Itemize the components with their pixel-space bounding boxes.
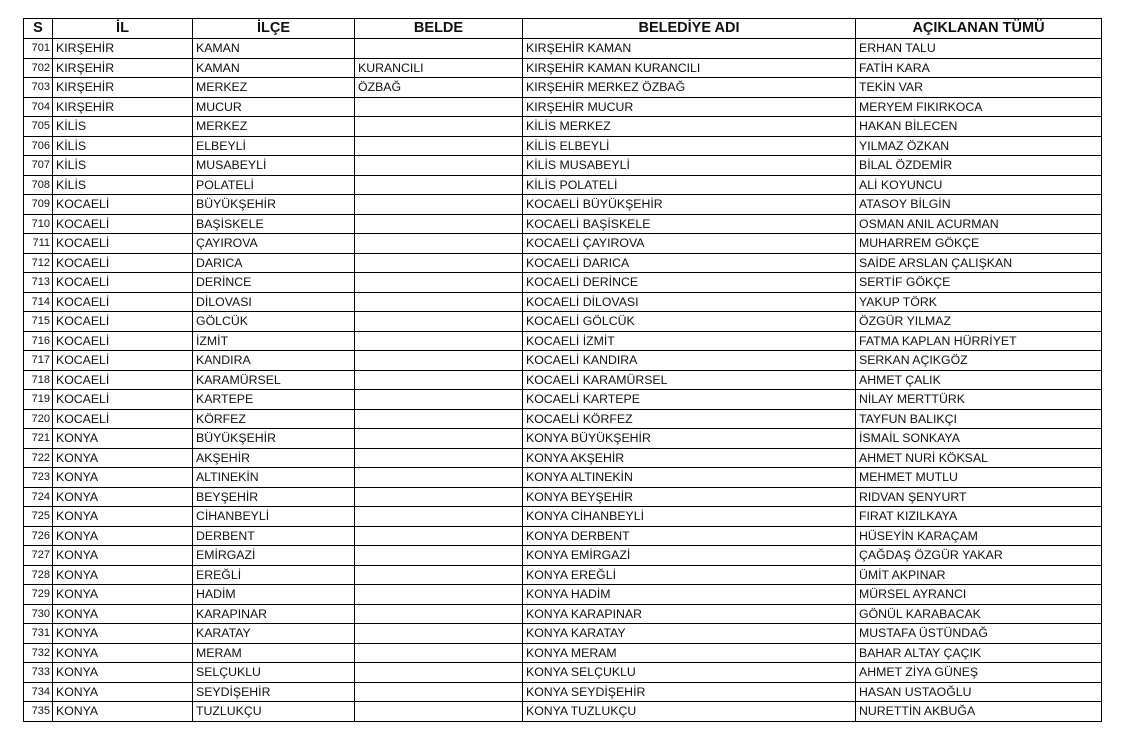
table-row [24, 448, 1102, 468]
table-row [24, 351, 1102, 371]
cell-sira: 706 [24, 136, 53, 156]
cell-aday: RIDVAN ŞENYURT [856, 487, 1102, 507]
cell-belediye-adi: KOCAELİ İZMİT [523, 331, 856, 351]
cell-belediye-adi: KIRŞEHİR MERKEZ ÖZBAĞ [523, 78, 856, 98]
cell-ilce: MUSABEYLİ [193, 156, 355, 176]
cell-sira: 714 [24, 292, 53, 312]
cell-belde: KURANCILI [355, 58, 523, 78]
cell-il: KONYA [53, 565, 193, 585]
cell-ilce: MERAM [193, 643, 355, 663]
cell-belde [355, 429, 523, 449]
cell-sira: 702 [24, 58, 53, 78]
cell-belde [355, 702, 523, 722]
cell-belde [355, 643, 523, 663]
table-row [24, 526, 1102, 546]
cell-il: KİLİS [53, 175, 193, 195]
cell-ilce: KARAPINAR [193, 604, 355, 624]
cell-belde [355, 351, 523, 371]
cell-aday: TEKİN VAR [856, 78, 1102, 98]
cell-ilce: MERKEZ [193, 117, 355, 137]
cell-aday: NİLAY MERTTÜRK [856, 390, 1102, 410]
cell-il: KOCAELİ [53, 234, 193, 254]
cell-aday: ÜMİT AKPINAR [856, 565, 1102, 585]
cell-aday: TAYFUN BALIKÇI [856, 409, 1102, 429]
cell-aday: YILMAZ ÖZKAN [856, 136, 1102, 156]
cell-aday: MEHMET MUTLU [856, 468, 1102, 488]
cell-ilce: DİLOVASI [193, 292, 355, 312]
cell-il: KOCAELİ [53, 351, 193, 371]
cell-sira: 713 [24, 273, 53, 293]
table-row [24, 409, 1102, 429]
cell-belediye-adi: KONYA KARAPINAR [523, 604, 856, 624]
cell-belediye-adi: KONYA BEYŞEHİR [523, 487, 856, 507]
cell-sira: 707 [24, 156, 53, 176]
table-row [24, 117, 1102, 137]
cell-ilce: BEYŞEHİR [193, 487, 355, 507]
cell-ilce: BÜYÜKŞEHİR [193, 195, 355, 215]
cell-ilce: DARICA [193, 253, 355, 273]
header-belediye-adi: BELEDİYE ADI [523, 19, 856, 39]
header-aciklanan-tumu: AÇIKLANAN TÜMÜ [856, 19, 1102, 39]
table-row [24, 234, 1102, 254]
cell-sira: 721 [24, 429, 53, 449]
cell-aday: SAİDE ARSLAN ÇALIŞKAN [856, 253, 1102, 273]
cell-aday: FIRAT KIZILKAYA [856, 507, 1102, 527]
cell-belde [355, 175, 523, 195]
cell-belediye-adi: KIRŞEHİR MUCUR [523, 97, 856, 117]
cell-belediye-adi: KONYA HADİM [523, 585, 856, 605]
cell-sira: 730 [24, 604, 53, 624]
cell-sira: 719 [24, 390, 53, 410]
cell-belde [355, 214, 523, 234]
cell-belde [355, 292, 523, 312]
cell-belde [355, 39, 523, 59]
cell-belediye-adi: KİLİS MERKEZ [523, 117, 856, 137]
cell-aday: YAKUP TÖRK [856, 292, 1102, 312]
cell-belde [355, 273, 523, 293]
cell-belediye-adi: KONYA EREĞLİ [523, 565, 856, 585]
table-row [24, 273, 1102, 293]
cell-sira: 725 [24, 507, 53, 527]
cell-belediye-adi: KONYA SEYDİŞEHİR [523, 682, 856, 702]
cell-il: KIRŞEHİR [53, 39, 193, 59]
cell-ilce: BAŞİSKELE [193, 214, 355, 234]
cell-sira: 703 [24, 78, 53, 98]
cell-il: KOCAELİ [53, 195, 193, 215]
cell-aday: AHMET NURİ KÖKSAL [856, 448, 1102, 468]
cell-belediye-adi: KOCAELİ BAŞİSKELE [523, 214, 856, 234]
cell-belediye-adi: KOCAELİ KARTEPE [523, 390, 856, 410]
cell-belde [355, 312, 523, 332]
cell-belediye-adi: KİLİS POLATELİ [523, 175, 856, 195]
cell-belde [355, 468, 523, 488]
cell-belediye-adi: KONYA MERAM [523, 643, 856, 663]
cell-ilce: POLATELİ [193, 175, 355, 195]
cell-ilce: MERKEZ [193, 78, 355, 98]
cell-belde: ÖZBAĞ [355, 78, 523, 98]
cell-aday: ALİ KOYUNCU [856, 175, 1102, 195]
cell-sira: 705 [24, 117, 53, 137]
cell-sira: 722 [24, 448, 53, 468]
cell-il: KOCAELİ [53, 390, 193, 410]
cell-il: KİLİS [53, 117, 193, 137]
cell-ilce: ALTINEKİN [193, 468, 355, 488]
header-ilce: İLÇE [193, 19, 355, 39]
cell-belediye-adi: KOCAELİ BÜYÜKŞEHİR [523, 195, 856, 215]
cell-aday: İSMAİL SONKAYA [856, 429, 1102, 449]
cell-sira: 732 [24, 643, 53, 663]
table-row [24, 604, 1102, 624]
table-body [24, 39, 1102, 722]
cell-belde [355, 390, 523, 410]
cell-ilce: İZMİT [193, 331, 355, 351]
cell-aday: ÇAĞDAŞ ÖZGÜR YAKAR [856, 546, 1102, 566]
table-row [24, 156, 1102, 176]
cell-sira: 715 [24, 312, 53, 332]
cell-ilce: SEYDİŞEHİR [193, 682, 355, 702]
cell-belediye-adi: KOCAELİ KARAMÜRSEL [523, 370, 856, 390]
results-table [23, 18, 1102, 722]
cell-belde [355, 97, 523, 117]
cell-belediye-adi: KOCAELİ GÖLCÜK [523, 312, 856, 332]
cell-sira: 724 [24, 487, 53, 507]
cell-il: KOCAELİ [53, 370, 193, 390]
cell-il: KONYA [53, 643, 193, 663]
cell-belde [355, 487, 523, 507]
cell-belde [355, 117, 523, 137]
cell-il: KOCAELİ [53, 253, 193, 273]
cell-sira: 733 [24, 663, 53, 683]
cell-belde [355, 585, 523, 605]
cell-aday: BAHAR ALTAY ÇAÇIK [856, 643, 1102, 663]
cell-il: KONYA [53, 546, 193, 566]
header-belde: BELDE [355, 19, 523, 39]
cell-ilce: KAMAN [193, 58, 355, 78]
cell-sira: 709 [24, 195, 53, 215]
cell-belde [355, 234, 523, 254]
cell-sira: 712 [24, 253, 53, 273]
table-row [24, 214, 1102, 234]
cell-sira: 729 [24, 585, 53, 605]
cell-belde [355, 136, 523, 156]
cell-il: KONYA [53, 448, 193, 468]
table-row [24, 175, 1102, 195]
table-row [24, 702, 1102, 722]
cell-belde [355, 526, 523, 546]
cell-belediye-adi: KONYA TUZLUKÇU [523, 702, 856, 722]
table-row [24, 39, 1102, 59]
table-row [24, 78, 1102, 98]
cell-ilce: KAMAN [193, 39, 355, 59]
cell-belde [355, 546, 523, 566]
cell-belediye-adi: KONYA CİHANBEYLİ [523, 507, 856, 527]
cell-ilce: MUCUR [193, 97, 355, 117]
cell-belediye-adi: KONYA KARATAY [523, 624, 856, 644]
cell-sira: 723 [24, 468, 53, 488]
cell-ilce: KARTEPE [193, 390, 355, 410]
cell-il: KIRŞEHİR [53, 78, 193, 98]
cell-belediye-adi: KONYA AKŞEHİR [523, 448, 856, 468]
table-row [24, 565, 1102, 585]
cell-aday: HÜSEYİN KARAÇAM [856, 526, 1102, 546]
cell-belediye-adi: KOCAELİ DİLOVASI [523, 292, 856, 312]
cell-ilce: KÖRFEZ [193, 409, 355, 429]
table-row [24, 663, 1102, 683]
cell-aday: FATİH KARA [856, 58, 1102, 78]
cell-il: KONYA [53, 682, 193, 702]
cell-belde [355, 507, 523, 527]
cell-aday: MUHARREM GÖKÇE [856, 234, 1102, 254]
cell-belediye-adi: KİLİS ELBEYLİ [523, 136, 856, 156]
cell-belde [355, 565, 523, 585]
table-row [24, 429, 1102, 449]
cell-il: KİLİS [53, 156, 193, 176]
cell-il: KONYA [53, 487, 193, 507]
cell-sira: 708 [24, 175, 53, 195]
cell-ilce: KANDIRA [193, 351, 355, 371]
cell-belde [355, 604, 523, 624]
cell-belde [355, 195, 523, 215]
table-row [24, 546, 1102, 566]
cell-sira: 734 [24, 682, 53, 702]
table-row [24, 253, 1102, 273]
cell-ilce: ELBEYLİ [193, 136, 355, 156]
cell-belediye-adi: KONYA ALTINEKİN [523, 468, 856, 488]
cell-belde [355, 253, 523, 273]
cell-ilce: ÇAYIROVA [193, 234, 355, 254]
cell-belde [355, 682, 523, 702]
header-il: İL [53, 19, 193, 39]
cell-ilce: EREĞLİ [193, 565, 355, 585]
cell-aday: AHMET ÇALIK [856, 370, 1102, 390]
cell-il: KONYA [53, 507, 193, 527]
cell-il: KOCAELİ [53, 214, 193, 234]
cell-belediye-adi: KIRŞEHİR KAMAN [523, 39, 856, 59]
cell-belde [355, 624, 523, 644]
cell-belde [355, 331, 523, 351]
cell-ilce: KARATAY [193, 624, 355, 644]
cell-aday: MERYEM FIKIRKOCA [856, 97, 1102, 117]
cell-belde [355, 409, 523, 429]
cell-il: KOCAELİ [53, 312, 193, 332]
table-row [24, 331, 1102, 351]
cell-sira: 726 [24, 526, 53, 546]
cell-ilce: BÜYÜKŞEHİR [193, 429, 355, 449]
cell-il: KONYA [53, 604, 193, 624]
cell-il: KIRŞEHİR [53, 97, 193, 117]
cell-il: KOCAELİ [53, 292, 193, 312]
cell-ilce: AKŞEHİR [193, 448, 355, 468]
cell-ilce: CİHANBEYLİ [193, 507, 355, 527]
cell-belediye-adi: KOCAELİ ÇAYIROVA [523, 234, 856, 254]
cell-belediye-adi: KOCAELİ DARICA [523, 253, 856, 273]
cell-il: KONYA [53, 663, 193, 683]
cell-aday: HASAN USTAOĞLU [856, 682, 1102, 702]
cell-sira: 727 [24, 546, 53, 566]
table-row [24, 507, 1102, 527]
cell-aday: AHMET ZİYA GÜNEŞ [856, 663, 1102, 683]
cell-aday: HAKAN BİLECEN [856, 117, 1102, 137]
table-row [24, 58, 1102, 78]
cell-aday: NURETTİN AKBUĞA [856, 702, 1102, 722]
cell-sira: 701 [24, 39, 53, 59]
cell-belde [355, 448, 523, 468]
cell-ilce: KARAMÜRSEL [193, 370, 355, 390]
table-row [24, 312, 1102, 332]
table-row [24, 682, 1102, 702]
cell-aday: FATMA KAPLAN HÜRRİYET [856, 331, 1102, 351]
cell-sira: 717 [24, 351, 53, 371]
table-row [24, 643, 1102, 663]
cell-aday: ÖZGÜR YILMAZ [856, 312, 1102, 332]
cell-belediye-adi: KONYA DERBENT [523, 526, 856, 546]
table-row [24, 136, 1102, 156]
cell-il: KONYA [53, 702, 193, 722]
cell-belde [355, 156, 523, 176]
cell-aday: OSMAN ANIL ACURMAN [856, 214, 1102, 234]
cell-belediye-adi: KİLİS MUSABEYLİ [523, 156, 856, 176]
cell-il: KOCAELİ [53, 409, 193, 429]
header-s: S [24, 19, 53, 39]
cell-il: KONYA [53, 585, 193, 605]
cell-belde [355, 370, 523, 390]
cell-aday: MUSTAFA ÜSTÜNDAĞ [856, 624, 1102, 644]
cell-ilce: DERBENT [193, 526, 355, 546]
cell-il: KONYA [53, 624, 193, 644]
cell-ilce: TUZLUKÇU [193, 702, 355, 722]
cell-ilce: HADİM [193, 585, 355, 605]
cell-belediye-adi: KOCAELİ KANDIRA [523, 351, 856, 371]
table-row [24, 370, 1102, 390]
cell-il: KONYA [53, 468, 193, 488]
table-row [24, 487, 1102, 507]
cell-aday: SERKAN AÇIKGÖZ [856, 351, 1102, 371]
cell-belediye-adi: KIRŞEHİR KAMAN KURANCILI [523, 58, 856, 78]
cell-sira: 735 [24, 702, 53, 722]
cell-il: KONYA [53, 429, 193, 449]
cell-il: KIRŞEHİR [53, 58, 193, 78]
table-row [24, 195, 1102, 215]
cell-sira: 731 [24, 624, 53, 644]
cell-il: KONYA [53, 526, 193, 546]
cell-il: KOCAELİ [53, 273, 193, 293]
cell-sira: 718 [24, 370, 53, 390]
cell-ilce: GÖLCÜK [193, 312, 355, 332]
table-row [24, 390, 1102, 410]
cell-belediye-adi: KOCAELİ KÖRFEZ [523, 409, 856, 429]
cell-belde [355, 663, 523, 683]
cell-aday: BİLAL ÖZDEMİR [856, 156, 1102, 176]
cell-ilce: SELÇUKLU [193, 663, 355, 683]
cell-ilce: DERİNCE [193, 273, 355, 293]
header-row [24, 19, 1102, 39]
cell-belediye-adi: KONYA SELÇUKLU [523, 663, 856, 683]
cell-aday: SERTİF GÖKÇE [856, 273, 1102, 293]
cell-ilce: EMİRGAZİ [193, 546, 355, 566]
cell-sira: 711 [24, 234, 53, 254]
cell-il: KOCAELİ [53, 331, 193, 351]
cell-sira: 704 [24, 97, 53, 117]
results-sheet [23, 18, 1102, 722]
cell-aday: GÖNÜL KARABACAK [856, 604, 1102, 624]
cell-belediye-adi: KONYA EMİRGAZİ [523, 546, 856, 566]
cell-belediye-adi: KONYA BÜYÜKŞEHİR [523, 429, 856, 449]
table-row [24, 468, 1102, 488]
table-row [24, 585, 1102, 605]
cell-sira: 710 [24, 214, 53, 234]
cell-sira: 716 [24, 331, 53, 351]
cell-aday: ATASOY BİLGİN [856, 195, 1102, 215]
table-row [24, 292, 1102, 312]
cell-belediye-adi: KOCAELİ DERİNCE [523, 273, 856, 293]
table-row [24, 624, 1102, 644]
cell-sira: 720 [24, 409, 53, 429]
cell-il: KİLİS [53, 136, 193, 156]
cell-aday: MÜRSEL AYRANCI [856, 585, 1102, 605]
cell-aday: ERHAN TALU [856, 39, 1102, 59]
cell-sira: 728 [24, 565, 53, 585]
table-row [24, 97, 1102, 117]
